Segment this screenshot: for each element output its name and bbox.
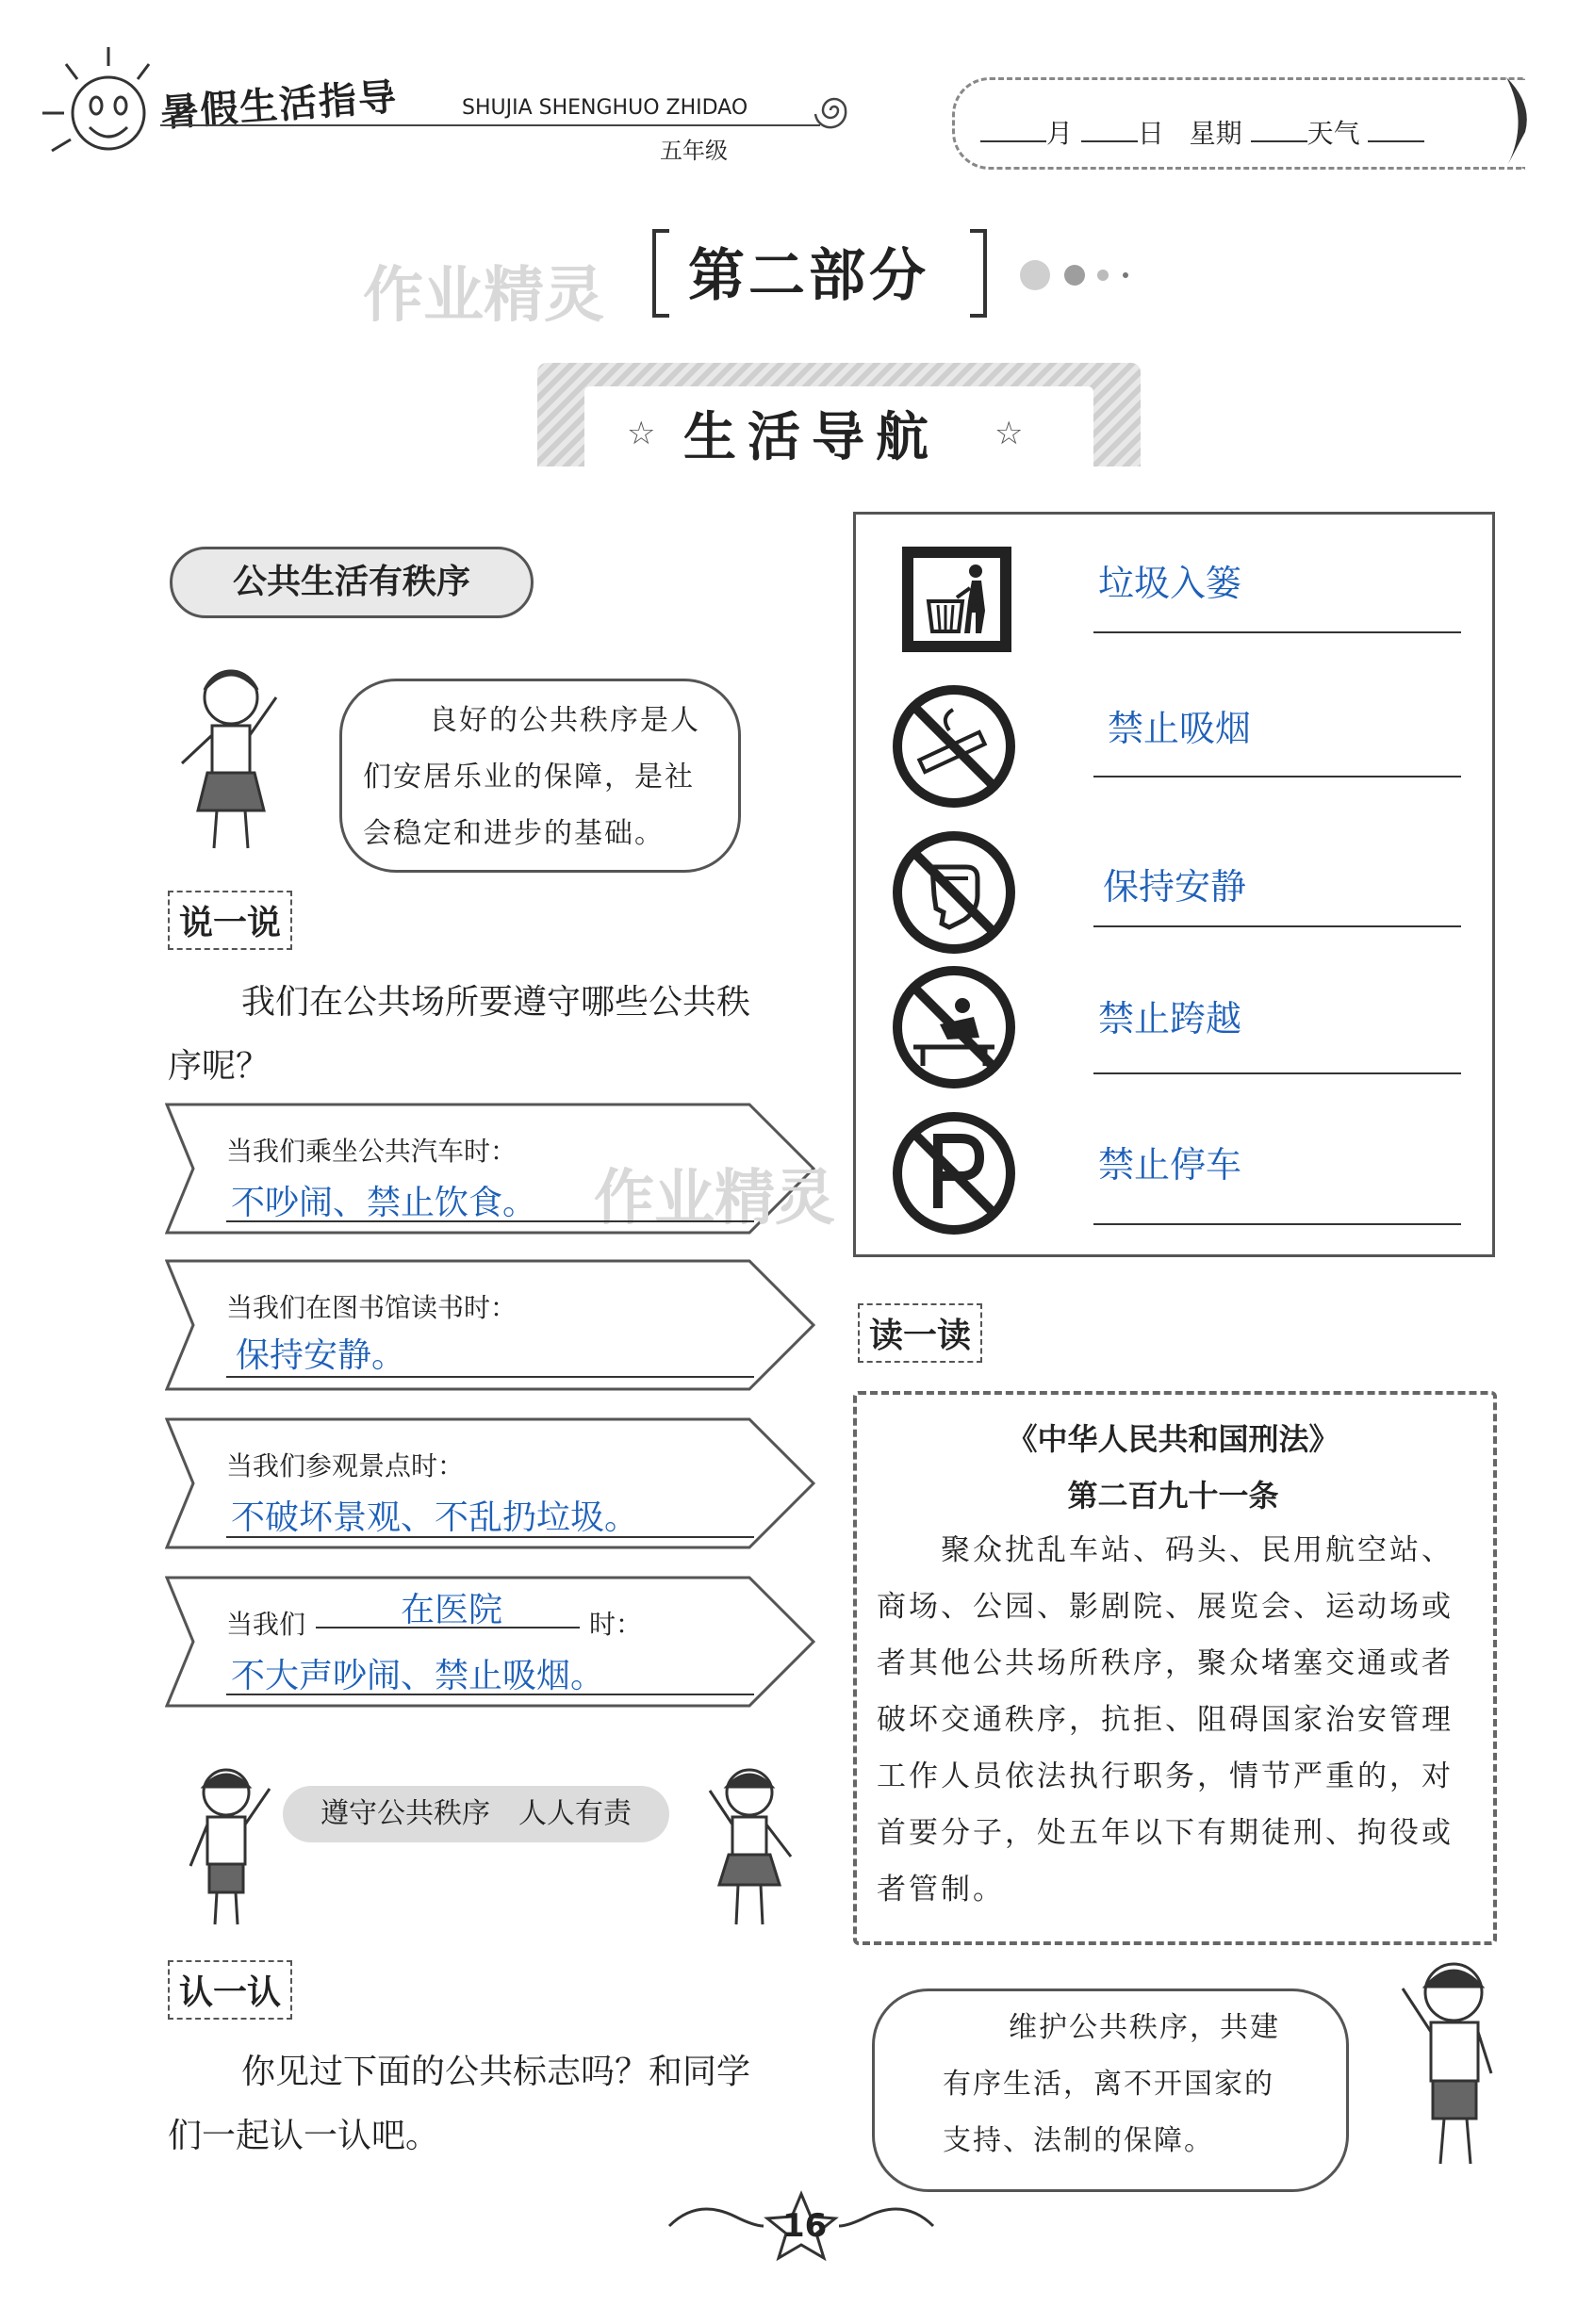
law-line: 破坏交通秩序，抗拒、阻碍国家治安管理 — [877, 1703, 1454, 1737]
question-line: 序呢？ — [168, 1047, 271, 1086]
date-day-label: 日 — [1137, 118, 1164, 149]
sign-label-2: 禁止吸烟 — [1108, 708, 1252, 749]
star-right-icon: ☆ — [994, 415, 1024, 452]
watermark-middle: 作业精灵 — [594, 1164, 835, 1234]
no-parking-icon — [891, 1110, 1017, 1236]
law-line: 工作人员依法执行职务，情节严重的，对 — [877, 1759, 1454, 1793]
no-smoking-icon — [891, 683, 1017, 810]
law-line: 首要分子，处五年以下有期徒刑、拘役或 — [877, 1816, 1454, 1850]
watermark-top: 作业精灵 — [363, 261, 604, 331]
date-month-label: 月 — [1046, 118, 1074, 149]
law-line: 商场、公园、影剧院、展览会、运动场或 — [877, 1590, 1454, 1624]
law-article: 第二百九十一条 — [1067, 1478, 1279, 1514]
sign-label-1: 垃圾入篓 — [1098, 563, 1242, 604]
header — [28, 38, 1565, 179]
read-tag: 读一读 — [858, 1303, 982, 1363]
answer-line-1 — [226, 1220, 754, 1222]
item-answer-2: 保持安静。 — [236, 1336, 406, 1375]
boy-speech-line: 维护公共秩序，共建 — [1009, 2011, 1280, 2044]
law-title: 《中华人民共和国刑法》 — [1007, 1421, 1339, 1457]
answer-line-2 — [226, 1376, 754, 1378]
item-fill-4: 在医院 — [401, 1591, 503, 1629]
sign-label-4: 禁止跨越 — [1098, 998, 1242, 1039]
trash-bin-icon — [900, 545, 1013, 654]
law-line: 聚众扰乱车站、码头、民用航空站、 — [877, 1533, 1454, 1567]
sun-logo-icon — [38, 38, 170, 170]
say-question — [168, 971, 828, 1099]
grade-label: 五年级 — [660, 138, 728, 164]
girl-speech-text — [363, 693, 731, 862]
recognize-line: 们一起认一认吧。 — [168, 2117, 440, 2155]
page-number: 16 — [782, 2207, 828, 2245]
dots-decoration-icon — [1009, 256, 1141, 294]
boy-speech-text — [943, 2000, 1339, 2169]
item-label-4-post: 时： — [589, 1609, 643, 1640]
item-label-2: 当我们在图书馆读书时： — [226, 1292, 518, 1323]
section-tag: 公共生活有秩序 — [170, 547, 534, 618]
question-line: 我们在公共场所要遵守哪些公共秩 — [241, 983, 751, 1022]
logo-pinyin: SHUJIA SHENGHUO ZHIDAO — [462, 96, 748, 120]
item-answer-1: 不吵闹、禁止饮食。 — [231, 1184, 537, 1222]
item-label-4-pre: 当我们 — [226, 1609, 306, 1640]
swirl-icon — [811, 87, 858, 134]
item-label-3: 当我们参观景点时： — [226, 1450, 465, 1481]
no-climbing-icon — [891, 964, 1017, 1090]
date-week-label: 星期 — [1189, 118, 1242, 149]
recognize-text — [168, 2040, 828, 2169]
sign-label-3: 保持安静 — [1103, 866, 1247, 908]
star-left-icon: ☆ — [627, 415, 656, 452]
answer-line-4 — [226, 1694, 754, 1695]
girl-speech-line: 会稳定和进步的基础。 — [363, 817, 665, 850]
date-fields — [980, 113, 1424, 151]
sign-line-2 — [1093, 776, 1461, 777]
law-line: 者其他公共场所秩序，聚众堵塞交通或者 — [877, 1646, 1454, 1680]
girl-figure-icon — [165, 660, 297, 858]
bracket-left-icon — [650, 228, 673, 319]
sign-label-5: 禁止停车 — [1098, 1144, 1242, 1186]
girl-small-figure-icon — [693, 1762, 806, 1932]
item-answer-4: 不大声吵闹、禁止吸烟。 — [231, 1657, 605, 1695]
boy-speech-line: 支持、法制的保障。 — [943, 2124, 1214, 2157]
header-rule — [160, 124, 820, 126]
fill-line-4 — [316, 1627, 580, 1628]
sign-line-5 — [1093, 1223, 1461, 1225]
logo-title: 暑假生活指导 — [158, 75, 400, 136]
say-tag: 说一说 — [168, 891, 292, 950]
recognize-tag: 认一认 — [168, 1960, 292, 2020]
nav-title: 生活导航 — [683, 407, 940, 468]
item-label-1: 当我们乘坐公共汽车时： — [226, 1136, 518, 1167]
boy-pointing-figure-icon — [1386, 1951, 1518, 2177]
recognize-line: 你见过下面的公共标志吗？和同学 — [241, 2053, 751, 2091]
slogan-banner: 遵守公共秩序 人人有责 — [283, 1786, 669, 1842]
date-weather-label: 天气 — [1306, 118, 1360, 149]
answer-line-3 — [226, 1536, 754, 1538]
sign-line-3 — [1093, 925, 1461, 927]
item-answer-3: 不破坏景观、不乱扔垃圾。 — [231, 1498, 639, 1537]
boy-figure-icon — [179, 1762, 283, 1932]
boy-speech-line: 有序生活，离不开国家的 — [943, 2068, 1274, 2101]
girl-speech-line: 良好的公共秩序是人 — [429, 704, 700, 737]
keep-quiet-icon — [891, 829, 1017, 956]
law-text — [877, 1522, 1480, 1918]
page-curl-icon — [1499, 75, 1536, 166]
part-title: 第二部分 — [688, 243, 929, 309]
bracket-right-icon — [966, 228, 989, 319]
sign-line-4 — [1093, 1072, 1461, 1074]
law-line: 者管制。 — [877, 1873, 1005, 1907]
girl-speech-line: 们安居乐业的保障，是社 — [363, 761, 695, 794]
sign-line-1 — [1093, 631, 1461, 633]
